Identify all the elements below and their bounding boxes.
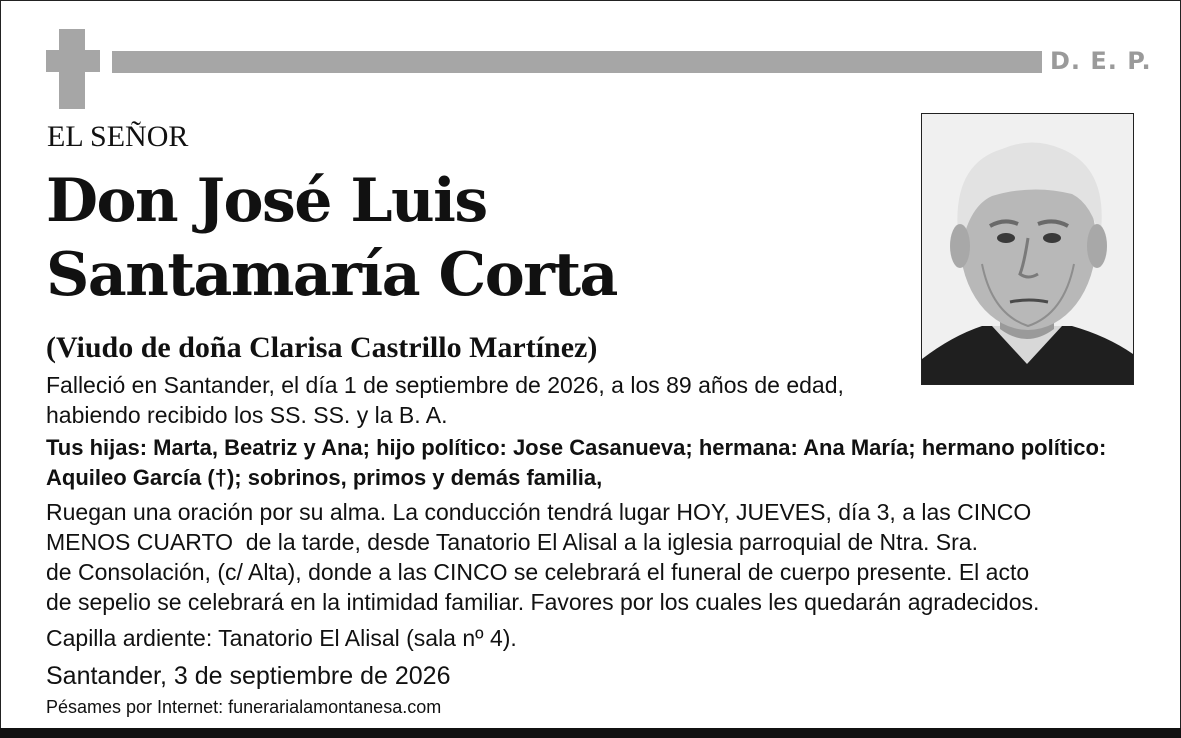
service-line: Ruegan una oración por su alma. La conducción tendrá lugar HOY, JUEVES, día 3, a las CINCO xyxy=(46,499,1032,525)
header-rule xyxy=(112,51,1042,73)
service-details xyxy=(46,497,1146,617)
deceased-name xyxy=(46,164,617,312)
portrait-photo xyxy=(921,113,1134,385)
service-line: MENOS CUARTO de la tarde, desde Tanatorio El Alisal a la iglesia parroquial de Ntra. Sra. xyxy=(46,529,978,555)
salutation: EL SEÑOR xyxy=(47,120,189,153)
name-line-1: Don José Luis xyxy=(46,166,487,236)
city-date: Santander, 3 de septiembre de 2026 xyxy=(46,662,451,690)
cross-icon xyxy=(46,29,100,109)
name-line-2: Santamaría Corta xyxy=(46,240,617,310)
death-notice: Falleció en Santander, el día 1 de septiembre de 2026, a los 89 años de edad, habiendo recibido los SS. SS. y la B. A. xyxy=(46,372,844,428)
dep-label: D. E. P. xyxy=(1050,47,1152,75)
bottom-rule xyxy=(0,728,1181,738)
service-line: de sepelio se celebrará en la intimidad familiar. Favores por los cuales les quedarán agradecidos. xyxy=(46,589,1040,615)
widow-note: (Viudo de doña Clarisa Castrillo Martínez) xyxy=(46,331,598,364)
condolences-link: Pésames por Internet: funerarialamontanesa.com xyxy=(46,697,442,717)
service-line: de Consolación, (c/ Alta), donde a las CINCO se celebrará el funeral de cuerpo presente. El acto xyxy=(46,559,1030,585)
portrait-image xyxy=(922,114,1133,384)
family-list: Tus hijas: Marta, Beatriz y Ana; hijo político: Jose Casanueva; hermana: Ana María; hermano político: Aquileo García (†); sobrinos, primos y demás familia, xyxy=(46,435,1107,490)
chapel-info: Capilla ardiente: Tanatorio El Alisal (sala nº 4). xyxy=(46,625,517,651)
